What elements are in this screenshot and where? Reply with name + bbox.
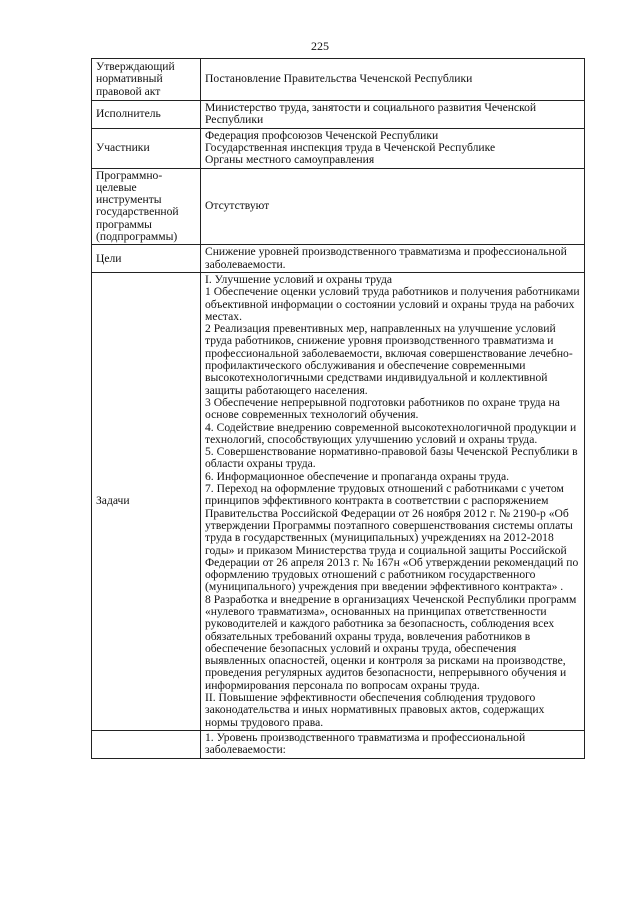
table-row <box>92 245 585 273</box>
row-value <box>201 128 585 168</box>
row-label: Утверждающий нормативный правовой акт <box>92 59 201 101</box>
table-row <box>92 730 585 758</box>
task-item: 2 Реализация превентивных мер, направленных на улучшение условий труда работников, снижение уровня производственного травматизма и профессиональной заболеваемости, включая совершенствование лечебно-профилактического обслуживания и обеспечение современными высокотехнологичными средствами индивидуальной и коллективной защиты работающего населения. <box>205 322 573 397</box>
value-line: Органы местного самоуправления <box>205 153 375 167</box>
row-value <box>201 730 585 758</box>
program-passport-table <box>91 58 585 759</box>
row-value <box>201 101 585 129</box>
value-line: Отсутствуют <box>205 199 270 213</box>
row-value <box>201 59 585 101</box>
task-item: 3 Обеспечение непрерывной подготовки работников по охране труда на основе современных технологий обучения. <box>205 395 560 422</box>
task-item: 1 Обеспечение оценки условий труда работников и получения работниками объективной информации о состоянии условий и охраны труда на рабочих местах. <box>205 285 580 323</box>
task-item: 4. Содействие внедрению современной высокотехнологичной продукции и технологий, способствующих улучшению условий и охраны труда. <box>205 420 577 446</box>
task-item: 6. Информационное обеспечение и пропаганда охраны труда. <box>205 469 510 483</box>
table-row <box>92 272 585 730</box>
row-label: Цели <box>92 245 201 273</box>
tasks-cell <box>201 272 585 730</box>
value-line: Министерство труда, занятости и социального развития Чеченской Республики <box>205 101 540 127</box>
value-line: Снижение уровней производственного травматизма и профессиональной заболеваемости. <box>205 245 570 271</box>
row-label: Участники <box>92 128 201 168</box>
value-line: Государственная инспекция труда в Чеченской Республике <box>205 140 496 154</box>
task-item: 5. Совершенствование нормативно-правовой базы Чеченской Республики в области охраны труда. <box>205 445 578 471</box>
table-row <box>92 59 585 101</box>
task-item: 8 Разработка и внедрение в организациях Чеченской Республики программ «нулевого травматизма», основанных на принципах ответственности руководителей и каждого работника за безопасность, соблюдения всех обязательных требований охраны труда, вовлечения работников в обеспечение безопасных условий и охраны труда, обеспечения выявленных опасностей, оценки и контроля за рисками на производстве, проведения регулярных аудитов безопасности, непрерывного обучения и информирования персонала по вопросам охраны труда. <box>205 592 577 692</box>
task-item: II. Повышение эффективности обеспечения соблюдения трудового законодательства и иных нормативных правовых актов, содержащих нормы трудового права. <box>205 691 545 729</box>
table-row <box>92 168 585 245</box>
task-item: 7. Переход на оформление трудовых отношений с работниками с учетом принципов эффективного контракта в соответствии с распоряжением Правительства Российской Федерации от 26 ноября 2012 г. № 2190-р «Об утверждении Программы поэтапного совершенствования системы оплаты труда в государственных (муниципальных) учреждениях на 2012-2018 годы» и приказом Министерства труда и социальной защиты Российской Федерации от 26 апреля 2013 г. № 167н «Об утверждении рекомендаций по оформлению трудовых отношений с работником государственного (муниципального) учреждения при введении эффективного контракта» . <box>205 482 579 594</box>
value-line: 1. Уровень производственного травматизма и профессиональной заболеваемости: <box>205 730 529 757</box>
row-label <box>92 730 201 758</box>
row-label: Исполнитель <box>92 101 201 129</box>
row-label: Программно-целевые инструменты государственной программы (подпрограммы) <box>92 168 201 245</box>
value-line: Постановление Правительства Чеченской Республики <box>205 72 473 86</box>
task-item: I. Улучшение условий и охраны труда <box>205 272 393 286</box>
table-row <box>92 101 585 129</box>
row-value <box>201 245 585 273</box>
table-row <box>92 128 585 168</box>
page-number: 225 <box>311 39 329 53</box>
row-value <box>201 168 585 245</box>
value-line: Федерация профсоюзов Чеченской Республики <box>205 128 439 142</box>
row-label: Задачи <box>92 272 201 730</box>
